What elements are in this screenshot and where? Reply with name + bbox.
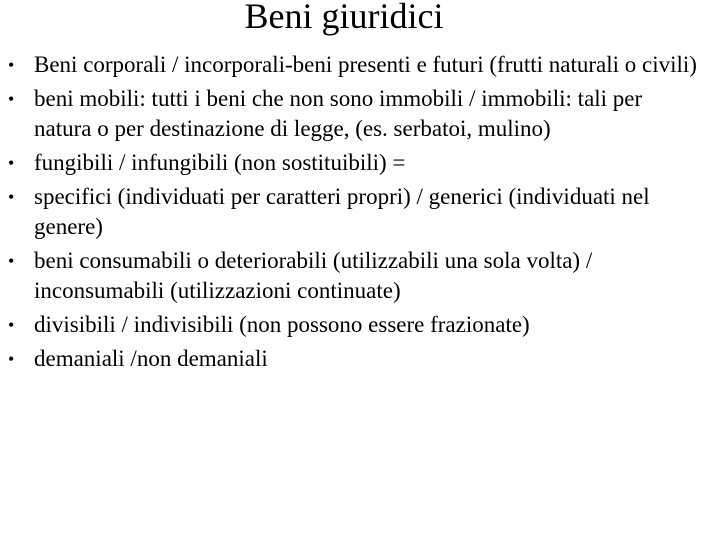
bullet-icon: • [8,187,15,207]
bullet-item-corporali [0,50,700,80]
bullet-icon: • [8,153,15,173]
bullet-item-demaniali [0,344,700,374]
bullet-icon: • [8,349,15,369]
bullet-text: specifici (individuati per caratteri propri) / generici (individuati nel genere) [34,184,650,239]
bullet-item-fungibili [0,148,700,178]
bullet-icon: • [8,89,15,109]
bullet-text: demaniali /non demaniali [34,346,268,371]
bullet-item-divisibili [0,310,700,340]
bullet-text: beni consumabili o deteriorabili (utilizzabili una sola volta) / inconsumabili (utilizzazioni continuate) [34,248,593,303]
bullet-text: fungibili / infungibili (non sostituibili) = [34,150,406,175]
bullet-text: beni mobili: tutti i beni che non sono immobili / immobili: tali per natura o per destinazione di legge, (es. serbatoi, mulino) [34,86,643,141]
bullet-item-mobili [0,84,700,144]
bullet-icon: • [8,251,15,271]
bullet-text: Beni corporali / incorporali-beni presenti e futuri (frutti naturali o civili) [34,52,697,77]
bullet-icon: • [8,55,15,75]
bullet-item-consumabili [0,246,700,306]
slide-title: Beni giuridici [244,0,444,36]
bullet-icon: • [8,315,15,335]
bullet-item-specifici [0,182,700,242]
bullet-list [0,50,700,378]
bullet-text: divisibili / indivisibili (non possono essere frazionate) [34,312,530,337]
